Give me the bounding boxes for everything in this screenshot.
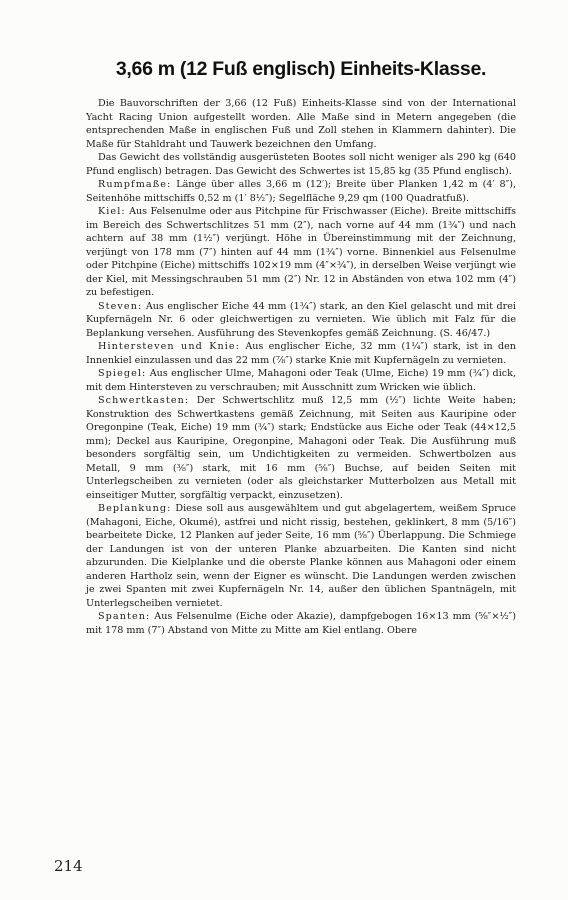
paragraph-heading: Schwertkasten: xyxy=(98,395,190,406)
paragraph-text: Der Schwertschlitz muß 12,5 mm (½″) lichte Weite haben; Konstruktion des Schwertkastens gemäß Zeichnung, mit Seiten aus Kauripine oder Oregonpine (Teak, Eiche) 19 mm (¾″) stark; Endstücke aus Eiche oder Teak (44×12,5 mm); Deckel aus Kauripine, Oregonpine, Mahagoni oder Teak. Die Ausführung muß besonders sorgfältig sein, um Undichtigkeiten zu vermeiden. Schwertbolzen aus Metall, 9 mm (⅜″) stark, mit 16 mm (⅝″) Buchse, auf beiden Seiten mit Unterlegscheiben zu vernieten (oder als gleichstarker Mutterbolzen aus Metall mit einseitiger Mutter, sorgfältig verpackt, einzusetzen). xyxy=(86,395,516,501)
paragraph-hintersteven xyxy=(86,340,516,367)
paragraph-heading: Kiel: xyxy=(98,206,126,217)
paragraph-heading: Spanten: xyxy=(98,611,151,622)
paragraph-heading: Rumpfmaße: xyxy=(98,179,172,190)
paragraph-heading: Steven: xyxy=(98,300,143,312)
paragraph-spanten xyxy=(86,610,516,637)
paragraph-rumpfmasse xyxy=(86,178,516,205)
paragraph-text: Diese soll aus ausgewähltem und gut abgelagertem, weißem Spruce (Mahagoni, Eiche, Okumé), astfrei und nicht rissig, bestehen, geklinkert, 8 mm (5/16″) bearbeitete Dicke, 12 Planken auf jeder Seite, 16 mm (⅝″) Überlappung. Die Schmiege der Landungen ist von der unteren Planke abzuarbeiten. Die Kanten sind nicht abzurunden. Die Kielplanke und die oberste Planke können aus Mahagoni oder einem anderen Hartholz sein, wenn der Eigner es wünscht. Die Landungen werden zwischen je zwei Spanten mit zwei Kupfernägeln Nr. 14, außer den üblichen Spantnägeln, mit Unterlegscheiben vernietet. xyxy=(86,503,516,609)
paragraph-text: Die Bauvorschriften der 3,66 (12 Fuß) Einheits-Klasse sind von der International Yacht Racing Union aufgestellt worden. Alle Maße sind in Metern angegeben (die entsprechenden Maße in englischen Fuß und Zoll stehen in Klammern dahinter). Die Maße für Stahldraht und Tauwerk bezeichnen den Umfang. xyxy=(86,98,516,150)
paragraph-kiel xyxy=(86,205,516,300)
paragraph-beplankung xyxy=(86,502,516,610)
paragraph-text: Aus englischer Eiche, 32 mm (1¼″) stark, ist in den Innenkiel einzulassen und das 22 mm (⅞″) starke Knie mit Kupfernägeln zu vernieten. xyxy=(86,341,516,366)
paragraph-heading: Hintersteven und Knie: xyxy=(98,341,241,352)
paragraph-schwertkasten xyxy=(86,394,516,502)
paragraph-text: Aus englischer Ulme, Mahagoni oder Teak (Ulme, Eiche) 19 mm (¾″) dick, mit dem Hintersteven zu verschrauben; mit Ausschnitt zum Wricken wie üblich. xyxy=(86,368,516,393)
page-number: 214 xyxy=(54,857,83,875)
paragraph-text: Aus englischer Eiche 44 mm (1¾″) stark, an den Kiel gelascht und mit drei Kupfernägeln Nr. 6 oder gleichwertigen zu vernieten. Wie üblich mit Falz für die Beplankung versehen. Ausführung des Stevenkopfes gemäß Zeichnung. (S. 46/47.) xyxy=(86,300,516,339)
paragraph-weight xyxy=(86,151,516,178)
paragraph-text: Länge über alles 3,66 m (12′); Breite über Planken 1,42 m (4′ 8″), Seitenhöhe mittschiffs 0,52 m (1′ 8½″); Segelfläche 9,29 qm (100 Quadratfuß). xyxy=(86,179,516,204)
paragraph-text: Aus Felsenulme (Eiche oder Akazie), dampfgebogen 16×13 mm (⅝″×½″) mit 178 mm (7″) Abstand von Mitte zu Mitte am Kiel entlang. Obere xyxy=(86,611,516,636)
page-title: 3,66 m (12 Fuß englisch) Einheits-Klasse. xyxy=(115,58,487,80)
paragraph-intro xyxy=(86,97,516,151)
paragraph-text: Aus Felsenulme oder aus Pitchpine für Frischwasser (Eiche). Breite mittschiffs im Bereich des Schwertschlitzes 51 mm (2″), nach vorne auf 44 mm (1¾″) und nach achtern auf 38 mm (1½″) verjüngt. Höhe in Übereinstimmung mit der Zeichnung, verjüngt von 178 mm (7″) hinten auf 44 mm (1¾″) vorne. Binnenkiel aus Felsenulme oder Pitchpine (Eiche) mittschiffs 102×19 mm (4″×¾″), in derselben Weise verjüngt wie der Kiel, mit Messingschrauben 51 mm (2″) Nr. 12 in Abständen von etwa 102 mm (4″) zu befestigen. xyxy=(86,206,516,298)
paragraph-text: Das Gewicht des vollständig ausgerüsteten Bootes soll nicht weniger als 290 kg (640 Pfund englisch) betragen. Das Gewicht des Schwertes ist 15,85 kg (35 Pfund englisch). xyxy=(86,152,516,177)
paragraph-heading: Beplankung: xyxy=(98,503,172,514)
paragraph-steven xyxy=(86,300,516,341)
paragraph-spiegel xyxy=(86,367,516,394)
paragraph-heading: Spiegel: xyxy=(98,368,147,379)
